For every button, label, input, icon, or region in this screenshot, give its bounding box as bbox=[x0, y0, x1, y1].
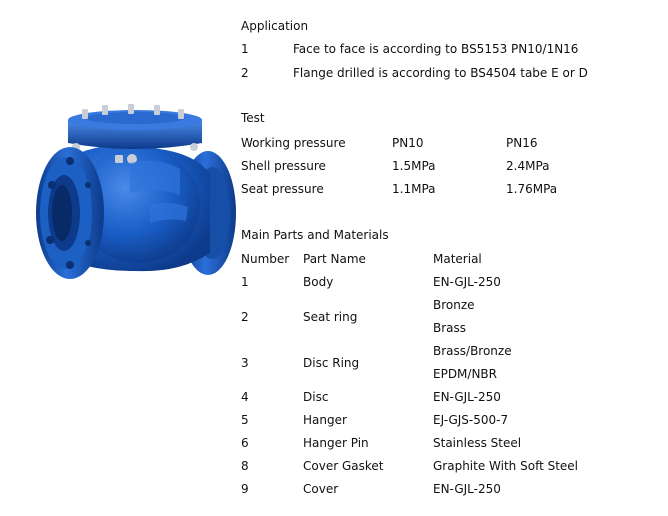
parts-row-name: Disc Ring bbox=[303, 356, 360, 370]
test-header-pn16: PN16 bbox=[506, 136, 538, 150]
application-row-1-number: 1 bbox=[241, 42, 249, 56]
parts-row-material: EN-GJL-250 bbox=[433, 275, 501, 289]
parts-row-material: Brass bbox=[433, 321, 467, 335]
test-shell-pn10: 1.5MPa bbox=[392, 159, 436, 173]
parts-row-material: EPDM/NBR bbox=[433, 367, 498, 381]
parts-row-number: 2 bbox=[241, 310, 249, 324]
test-seat-label: Seat pressure bbox=[241, 182, 324, 196]
parts-row-name: Seat ring bbox=[303, 310, 358, 324]
test-shell-label: Shell pressure bbox=[241, 159, 326, 173]
parts-row-number: 1 bbox=[241, 275, 249, 289]
parts-row-name: Hanger bbox=[303, 413, 347, 427]
test-seat-pn10: 1.1MPa bbox=[392, 182, 436, 196]
test-header-pn10: PN10 bbox=[392, 136, 424, 150]
parts-row-name: Cover Gasket bbox=[303, 459, 384, 473]
parts-col-name: Part Name bbox=[303, 252, 366, 266]
parts-row-name: Disc bbox=[303, 390, 329, 404]
application-row-2-number: 2 bbox=[241, 66, 249, 80]
application-heading: Application bbox=[241, 19, 309, 33]
parts-row-number: 6 bbox=[241, 436, 249, 450]
parts-col-number: Number bbox=[241, 252, 290, 266]
parts-row-material: Brass/Bronze bbox=[433, 344, 512, 358]
parts-row-material: Bronze bbox=[433, 298, 475, 312]
test-heading: Test bbox=[241, 111, 265, 125]
valve-product-image bbox=[30, 95, 245, 290]
parts-row-material: Graphite With Soft Steel bbox=[433, 459, 579, 473]
parts-row-name: Hanger Pin bbox=[303, 436, 369, 450]
parts-row-name: Body bbox=[303, 275, 334, 289]
parts-row-material: EJ-GJS-500-7 bbox=[433, 413, 509, 427]
parts-row-number: 9 bbox=[241, 482, 249, 496]
parts-row-number: 4 bbox=[241, 390, 249, 404]
parts-heading: Main Parts and Materials bbox=[241, 228, 389, 242]
test-shell-pn16: 2.4MPa bbox=[506, 159, 550, 173]
parts-row-number: 8 bbox=[241, 459, 249, 473]
parts-row-material: Stainless Steel bbox=[433, 436, 522, 450]
application-row-2-text: Flange drilled is according to BS4504 tabe E or D bbox=[293, 66, 588, 80]
parts-row-number: 5 bbox=[241, 413, 249, 427]
parts-row-number: 3 bbox=[241, 356, 249, 370]
parts-row-material: EN-GJL-250 bbox=[433, 482, 501, 496]
parts-row-name: Cover bbox=[303, 482, 339, 496]
test-seat-pn16: 1.76MPa bbox=[506, 182, 558, 196]
parts-row-material: EN-GJL-250 bbox=[433, 390, 501, 404]
application-row-1-text: Face to face is according to BS5153 PN10/1N16 bbox=[293, 42, 579, 56]
test-header-label: Working pressure bbox=[241, 136, 346, 150]
parts-col-material: Material bbox=[433, 252, 482, 266]
